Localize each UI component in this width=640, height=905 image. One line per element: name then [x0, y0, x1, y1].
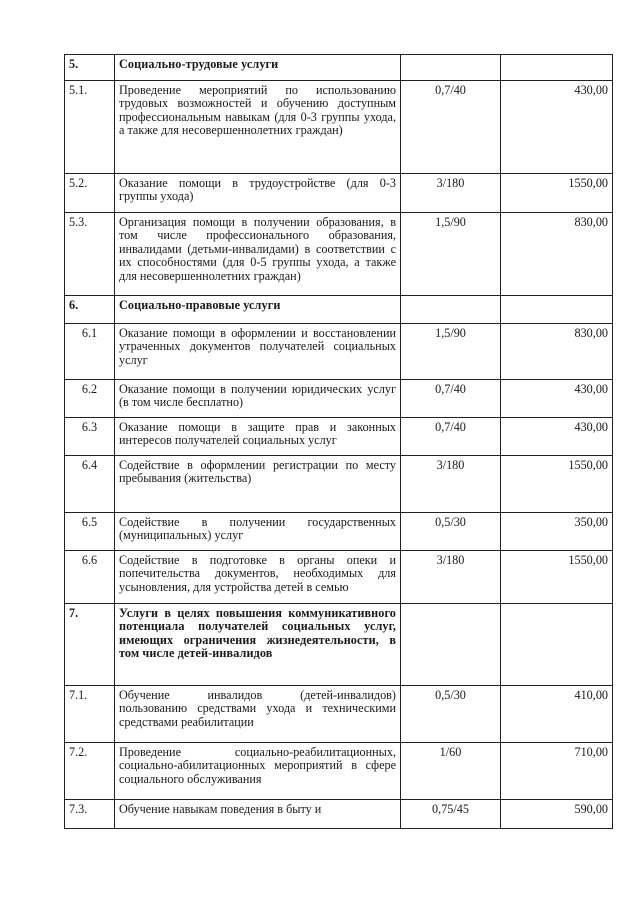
service-name: Оказание помощи в оформлении и восстановлении утраченных документов получателей социальных услуг: [115, 324, 401, 380]
service-price: 430,00: [501, 380, 613, 418]
service-name: Оказание помощи в получении юридических услуг (в том числе бесплатно): [115, 380, 401, 418]
section-row: [65, 296, 613, 324]
section-row: [65, 604, 613, 686]
row-number: 6.6: [65, 551, 115, 604]
row-number: 5.3.: [65, 213, 115, 296]
service-price: 1550,00: [501, 174, 613, 213]
service-price: 430,00: [501, 418, 613, 456]
row-number: 6.3: [65, 418, 115, 456]
row-number: 5.: [65, 55, 115, 81]
service-price: [501, 604, 613, 686]
service-row: [65, 380, 613, 418]
service-row: [65, 213, 613, 296]
service-price: 350,00: [501, 513, 613, 551]
service-time: [401, 296, 501, 324]
service-name: Оказание помощи в трудоустройстве (для 0-3 группы ухода): [115, 174, 401, 213]
service-name: Содействие в получении государственных (муниципальных) услуг: [115, 513, 401, 551]
service-price: 410,00: [501, 686, 613, 743]
service-name: Проведение социально-реабилитационных, социально-абилитационных мероприятий в сфере социального обслуживания: [115, 743, 401, 800]
service-time: 1,5/90: [401, 324, 501, 380]
service-price: 430,00: [501, 81, 613, 174]
service-price: 1550,00: [501, 551, 613, 604]
service-time: 0,7/40: [401, 418, 501, 456]
row-number: 5.1.: [65, 81, 115, 174]
service-name: Проведение мероприятий по использованию трудовых возможностей и обучению доступным профессиональным навыкам (для 0-3 группы ухода, а также для несовершеннолетних граждан): [115, 81, 401, 174]
service-name: Содействие в оформлении регистрации по месту пребывания (жительства): [115, 456, 401, 513]
service-row: [65, 456, 613, 513]
service-name: Социально-правовые услуги: [115, 296, 401, 324]
service-price: 710,00: [501, 743, 613, 800]
row-number: 7.2.: [65, 743, 115, 800]
service-price: 830,00: [501, 324, 613, 380]
service-price: 590,00: [501, 800, 613, 829]
services-table-body: [65, 55, 613, 829]
service-time: 3/180: [401, 551, 501, 604]
service-price: 830,00: [501, 213, 613, 296]
service-row: [65, 743, 613, 800]
row-number: 6.2: [65, 380, 115, 418]
service-price: 1550,00: [501, 456, 613, 513]
row-number: 6.4: [65, 456, 115, 513]
service-row: [65, 324, 613, 380]
row-number: 5.2.: [65, 174, 115, 213]
service-name: Обучение навыкам поведения в быту и: [115, 800, 401, 829]
service-time: 1,5/90: [401, 213, 501, 296]
service-time: 1/60: [401, 743, 501, 800]
service-name: Организация помощи в получении образования, в том числе профессионального образования, инвалидами (детьми-инвалидами) в соответствии с их способностями (для 0-5 группы ухода, а также для несовершеннолетних граждан): [115, 213, 401, 296]
service-row: [65, 551, 613, 604]
service-row: [65, 800, 613, 829]
service-time: [401, 55, 501, 81]
row-number: 7.3.: [65, 800, 115, 829]
service-row: [65, 81, 613, 174]
service-name: Обучение инвалидов (детей-инвалидов) пользованию средствами ухода и техническими средствами реабилитации: [115, 686, 401, 743]
service-time: 0,7/40: [401, 380, 501, 418]
service-name: Социально-трудовые услуги: [115, 55, 401, 81]
services-table: [64, 54, 613, 829]
service-time: 0,7/40: [401, 81, 501, 174]
service-time: 3/180: [401, 456, 501, 513]
service-time: [401, 604, 501, 686]
row-number: 7.1.: [65, 686, 115, 743]
service-row: [65, 174, 613, 213]
row-number: 7.: [65, 604, 115, 686]
service-name: Содействие в подготовке в органы опеки и попечительства документов, необходимых для усыновления, для устройства детей в семью: [115, 551, 401, 604]
service-time: 0,75/45: [401, 800, 501, 829]
service-time: 3/180: [401, 174, 501, 213]
service-time: 0,5/30: [401, 513, 501, 551]
service-price: [501, 296, 613, 324]
service-name: Оказание помощи в защите прав и законных интересов получателей социальных услуг: [115, 418, 401, 456]
row-number: 6.1: [65, 324, 115, 380]
service-price: [501, 55, 613, 81]
row-number: 6.5: [65, 513, 115, 551]
section-row: [65, 55, 613, 81]
service-row: [65, 418, 613, 456]
service-time: 0,5/30: [401, 686, 501, 743]
service-name: Услуги в целях повышения коммуникативного потенциала получателей социальных услуг, имеющих ограничения жизнедеятельности, в том числе детей-инвалидов: [115, 604, 401, 686]
service-row: [65, 686, 613, 743]
service-row: [65, 513, 613, 551]
row-number: 6.: [65, 296, 115, 324]
